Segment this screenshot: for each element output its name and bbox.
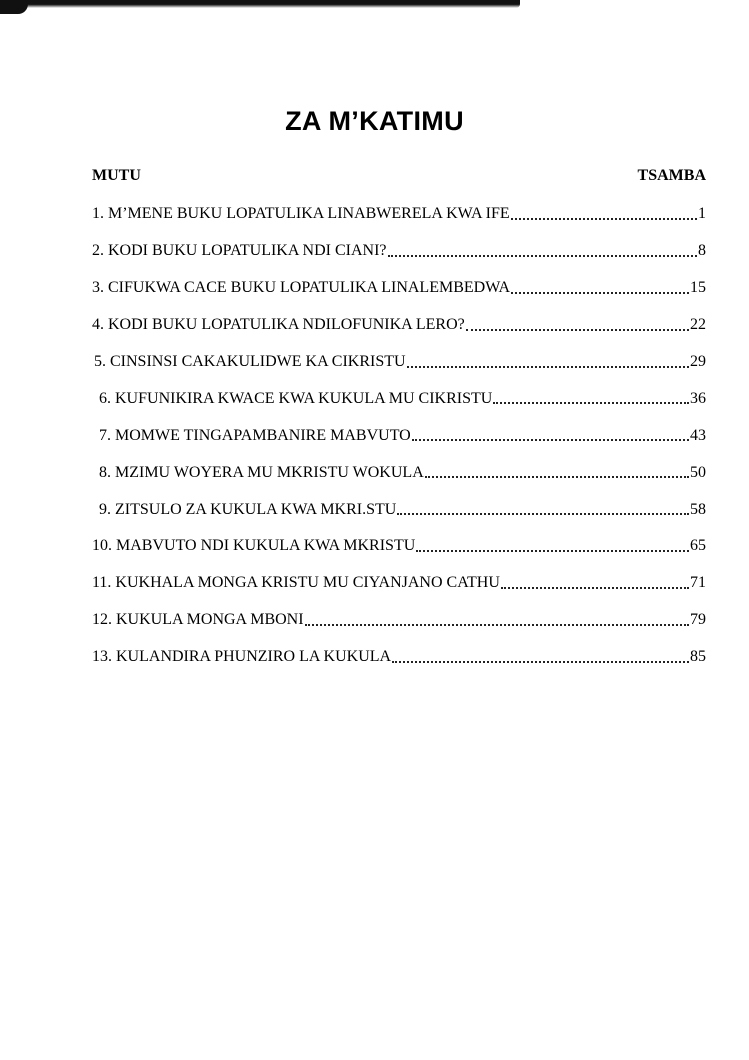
toc-entry (0, 417, 749, 454)
dot-leader (493, 402, 689, 404)
toc-entry (0, 639, 749, 676)
toc-entry-title: 7. MOMWE TINGAPAMBANIRE MABVUTO (99, 426, 411, 444)
toc-entry-page: 71 (690, 574, 706, 592)
toc-entry (0, 491, 749, 528)
scan-corner-artifact (0, 0, 28, 14)
dot-leader (407, 366, 689, 368)
toc-entry (0, 307, 749, 344)
toc-entry (0, 344, 749, 381)
toc-entry (0, 233, 749, 270)
toc-entry-title: 2. KODI BUKU LOPATULIKA NDI CIANI? (92, 242, 387, 260)
toc-entry-title: 1. M’MENE BUKU LOPATULIKA LINABWERELA KWA IFE (92, 205, 510, 223)
dot-leader (397, 513, 689, 515)
toc-entry-page: 79 (690, 611, 706, 629)
toc-entry (0, 454, 749, 491)
toc-entry-title: 6. KUFUNIKIRA KWACE KWA KUKULA MU CIKRISTU (99, 389, 493, 407)
page-column-header: TSAMBA (637, 167, 706, 184)
toc-entry-title: 5. CINSINSI CAKAKULIDWE KA CIKRISTU (94, 353, 406, 370)
toc-entry-title: 4. KODI BUKU LOPATULIKA NDILOFUNIKA LERO? (92, 316, 465, 334)
toc-entry (0, 602, 749, 639)
dot-leader (425, 476, 689, 478)
toc-entry-page: 29 (690, 353, 706, 370)
toc-entry (0, 565, 749, 602)
toc-entry-title: 9. ZITSULO ZA KUKULA KWA MKRI.STU (99, 500, 397, 518)
dot-leader (501, 587, 689, 589)
toc-entry-title: 10. MABVUTO NDI KUKULA KWA MKRISTU (92, 537, 416, 555)
toc-entry (0, 528, 749, 565)
chapter-column-header: MUTU (92, 167, 141, 184)
dot-leader (392, 661, 689, 663)
toc-entry (0, 196, 749, 233)
dot-leader (466, 329, 689, 331)
toc-entry-page: 43 (690, 426, 706, 444)
toc-entry-page: 50 (690, 463, 706, 481)
toc-entry-title: 13. KULANDIRA PHUNZIRO LA KUKULA (92, 648, 392, 666)
page-title: ZA M’KATIMU (285, 106, 464, 136)
toc-entry (0, 380, 749, 417)
toc-entry-title: 3. CIFUKWA CACE BUKU LOPATULIKA LINALEMBEDWA (92, 279, 511, 297)
toc-entry-page: 8 (698, 242, 706, 260)
dot-leader (511, 218, 697, 220)
dot-leader (305, 624, 689, 626)
toc-entry-title: 11. KUKHALA MONGA KRISTU MU CIYANJANO CATHU (92, 574, 500, 592)
toc-entry-page: 22 (690, 316, 706, 334)
toc-entry-page: 58 (690, 500, 706, 518)
table-of-contents (0, 196, 749, 676)
dot-leader (412, 439, 689, 441)
toc-entry-page: 1 (698, 205, 706, 223)
toc-entry-page: 36 (690, 389, 706, 407)
toc-entry-title: 8. MZIMU WOYERA MU MKRISTU WOKULA (99, 463, 424, 481)
dot-leader (388, 255, 698, 257)
scan-edge-artifact (0, 0, 520, 8)
toc-entry-page: 65 (690, 537, 706, 555)
toc-entry (0, 270, 749, 307)
toc-entry-page: 85 (690, 648, 706, 666)
toc-entry-page: 15 (690, 279, 706, 297)
toc-entry-title: 12. KUKULA MONGA MBONI (92, 611, 304, 629)
dot-leader (416, 550, 689, 552)
dot-leader (511, 292, 689, 294)
